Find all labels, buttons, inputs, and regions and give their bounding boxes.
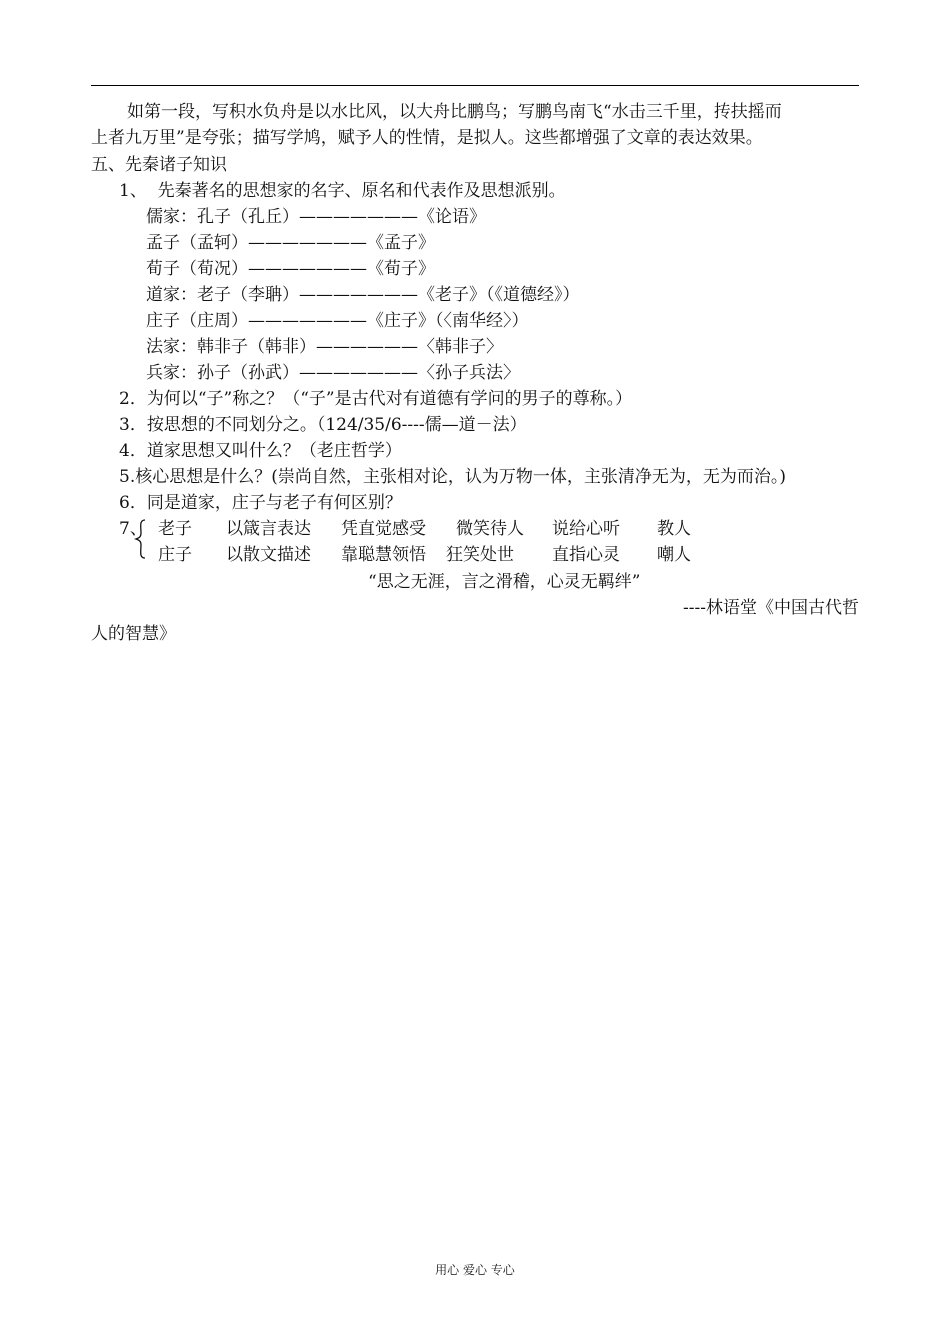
section-heading: 五、先秦诸子知识: [91, 155, 227, 175]
thinker-entry: 儒家：孔子（孔丘）———————《论语》: [146, 207, 486, 227]
paragraph-line-1: 如第一段，写积水负舟是以水比风，以大舟比鹏鸟；写鹏鸟南飞“水击三千里，抟扶摇而: [127, 102, 782, 122]
comparison-cell: 凭直觉感受: [341, 519, 426, 539]
comparison-cell: 教人: [657, 519, 691, 539]
header-rule: [91, 85, 859, 86]
thinker-entry: 荀子（荀况）———————《荀子》: [146, 259, 435, 279]
comparison-cell: 直指心灵: [552, 545, 620, 565]
question-5: 5.核心思想是什么？(崇尚自然，主张相对论，认为万物一体，主张清净无为，无为而治。): [119, 467, 786, 487]
question-7-number: 7、: [119, 519, 147, 539]
comparison-cell: 庄子: [158, 545, 192, 565]
comparison-cell: 微笑待人: [456, 519, 524, 539]
comparison-cell: 以箴言表达: [226, 519, 311, 539]
comparison-cell: 靠聪慧领悟: [341, 545, 426, 565]
thinker-entry: 道家：老子（李聃）———————《老子》（《道德经》）: [146, 285, 580, 305]
comparison-cell: 嘲人: [657, 545, 691, 565]
comparison-row-zhuangzi: [0, 542, 950, 568]
thinker-entry: 孟子（孟轲）———————《孟子》: [146, 233, 435, 253]
comparison-cell: 以散文描述: [226, 545, 311, 565]
comparison-cell: 老子: [158, 519, 192, 539]
comparison-cell: 说给心听: [552, 519, 620, 539]
comparison-cell: 狂笑处世: [446, 545, 514, 565]
quote-source-line-1: ----林语堂《中国古代哲: [683, 598, 859, 618]
quote-source-line-2: 人的智慧》: [91, 624, 176, 644]
thinker-entry: 庄子（庄周）———————《庄子》（〈南华经〉）: [146, 311, 529, 331]
question-4: 4．道家思想又叫什么？（老庄哲学）: [119, 441, 402, 461]
question-3: 3．按思想的不同划分之。（124/35/6----儒—道－法）: [119, 415, 527, 435]
thinker-entry: 法家：韩非子（韩非）——————〈韩非子〉: [146, 337, 503, 357]
comparison-row-laozi: [0, 516, 950, 542]
thinker-entry: 兵家：孙子（孙武）———————〈孙子兵法〉: [146, 363, 520, 383]
quote-text: “思之无涯，言之滑稽，心灵无羁绊”: [368, 572, 641, 592]
question-2: 2．为何以“子”称之？（“子”是古代对有道德有学问的男子的尊称。）: [119, 389, 633, 409]
question-6: 6．同是道家，庄子与老子有何区别？: [119, 493, 402, 513]
question-1-title: 1、 先秦著名的思想家的名字、原名和代表作及思想派别。: [119, 181, 566, 201]
page-footer: 用心 爱心 专心: [435, 1263, 515, 1277]
paragraph-line-2: 上者九万里”是夸张；描写学鸠，赋予人的性情，是拟人。这些都增强了文章的表达效果。: [91, 128, 763, 148]
